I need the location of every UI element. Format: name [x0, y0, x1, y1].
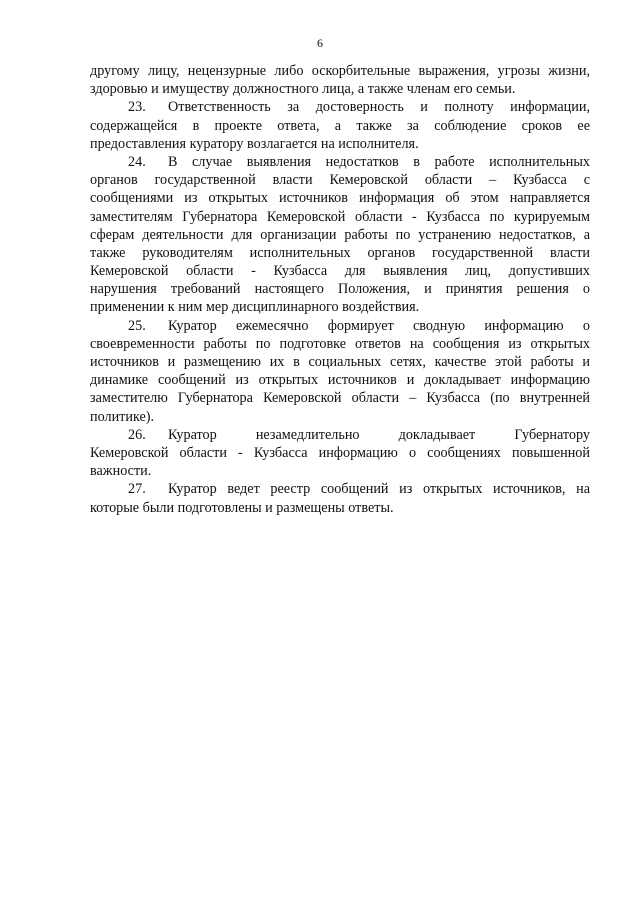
- paragraph-number: 23.: [128, 99, 146, 116]
- paragraph-number: 27.: [128, 481, 146, 498]
- paragraph-line: важности.: [90, 463, 152, 480]
- paragraph-line: другому лицу, нецензурные либо оскорбительные выражения, угрозы жизни,: [90, 63, 590, 79]
- paragraph-line: органов государственной власти Кемеровской области – Кузбасса с: [90, 172, 590, 189]
- paragraph-line: нарушения требований настоящего Положения, и принятия решения о: [90, 281, 590, 298]
- paragraph-line: политике).: [90, 408, 155, 425]
- continuation-paragraph: [90, 62, 590, 98]
- page-number: 6: [317, 36, 323, 50]
- paragraph-line: Куратор ежемесячно формирует сводную информацию о: [168, 317, 590, 334]
- paragraph-line: содержащейся в проекте ответа, а также за соблюдение сроков ее: [90, 117, 590, 134]
- paragraph-line: В случае выявления недостатков в работе исполнительных: [168, 153, 590, 170]
- paragraph-number: 26.: [128, 426, 146, 443]
- paragraph-25: [90, 317, 590, 426]
- paragraph-first-line: [90, 426, 590, 444]
- paragraph-23: [90, 98, 590, 153]
- paragraph-line: динамике сообщений из открытых источников и докладывает информацию: [90, 372, 590, 389]
- paragraph-first-line: [90, 480, 590, 498]
- paragraph-number: 25.: [128, 317, 146, 334]
- paragraph-line: Кемеровской области - Кузбасса для выявления лиц, допустивших: [90, 263, 590, 280]
- paragraph-line: заместителю Губернатора Кемеровской области – Кузбасса (по внутренней: [90, 390, 590, 407]
- paragraph-line: здоровью и имуществу должностного лица, а также членам его семьи.: [90, 81, 516, 98]
- paragraph-line: Куратор незамедлительно докладывает Губернатору: [168, 426, 590, 443]
- paragraph-number: 24.: [128, 153, 146, 170]
- paragraph-line: предоставления куратору возлагается на исполнителя.: [90, 135, 419, 152]
- paragraph-27: [90, 480, 590, 516]
- paragraph-line: сферам деятельности для организации работы по устранению недостатков, а: [90, 226, 590, 243]
- paragraph-line: применении к ним мер дисциплинарного воздействия.: [90, 299, 420, 316]
- paragraph-line: своевременности работы по подготовке ответов на сообщения из открытых: [90, 335, 590, 352]
- document-body: [90, 62, 590, 517]
- paragraph-line: которые были подготовлены и размещены ответы.: [90, 499, 394, 516]
- paragraph-first-line: [90, 153, 590, 171]
- paragraph-first-line: [90, 317, 590, 335]
- paragraph-line: заместителям Губернатора Кемеровской области - Кузбасса по курируемым: [90, 208, 590, 225]
- paragraph-24: [90, 153, 590, 317]
- paragraph-line: сообщениями из открытых источников информация об этом направляется: [90, 190, 590, 207]
- paragraph-line: Кемеровской области - Кузбасса информацию о сообщениях повышенной: [90, 444, 590, 461]
- paragraph-line: также руководителям исполнительных органов государственной власти: [90, 244, 590, 261]
- paragraph-26: [90, 426, 590, 481]
- paragraph-first-line: [90, 98, 590, 116]
- paragraph-line: Ответственность за достоверность и полноту информации,: [168, 99, 590, 116]
- paragraph-line: источников и размещению их в социальных сетях, качестве этой работы и: [90, 354, 590, 370]
- paragraph-line: Куратор ведет реестр сообщений из открытых источников, на: [168, 481, 590, 498]
